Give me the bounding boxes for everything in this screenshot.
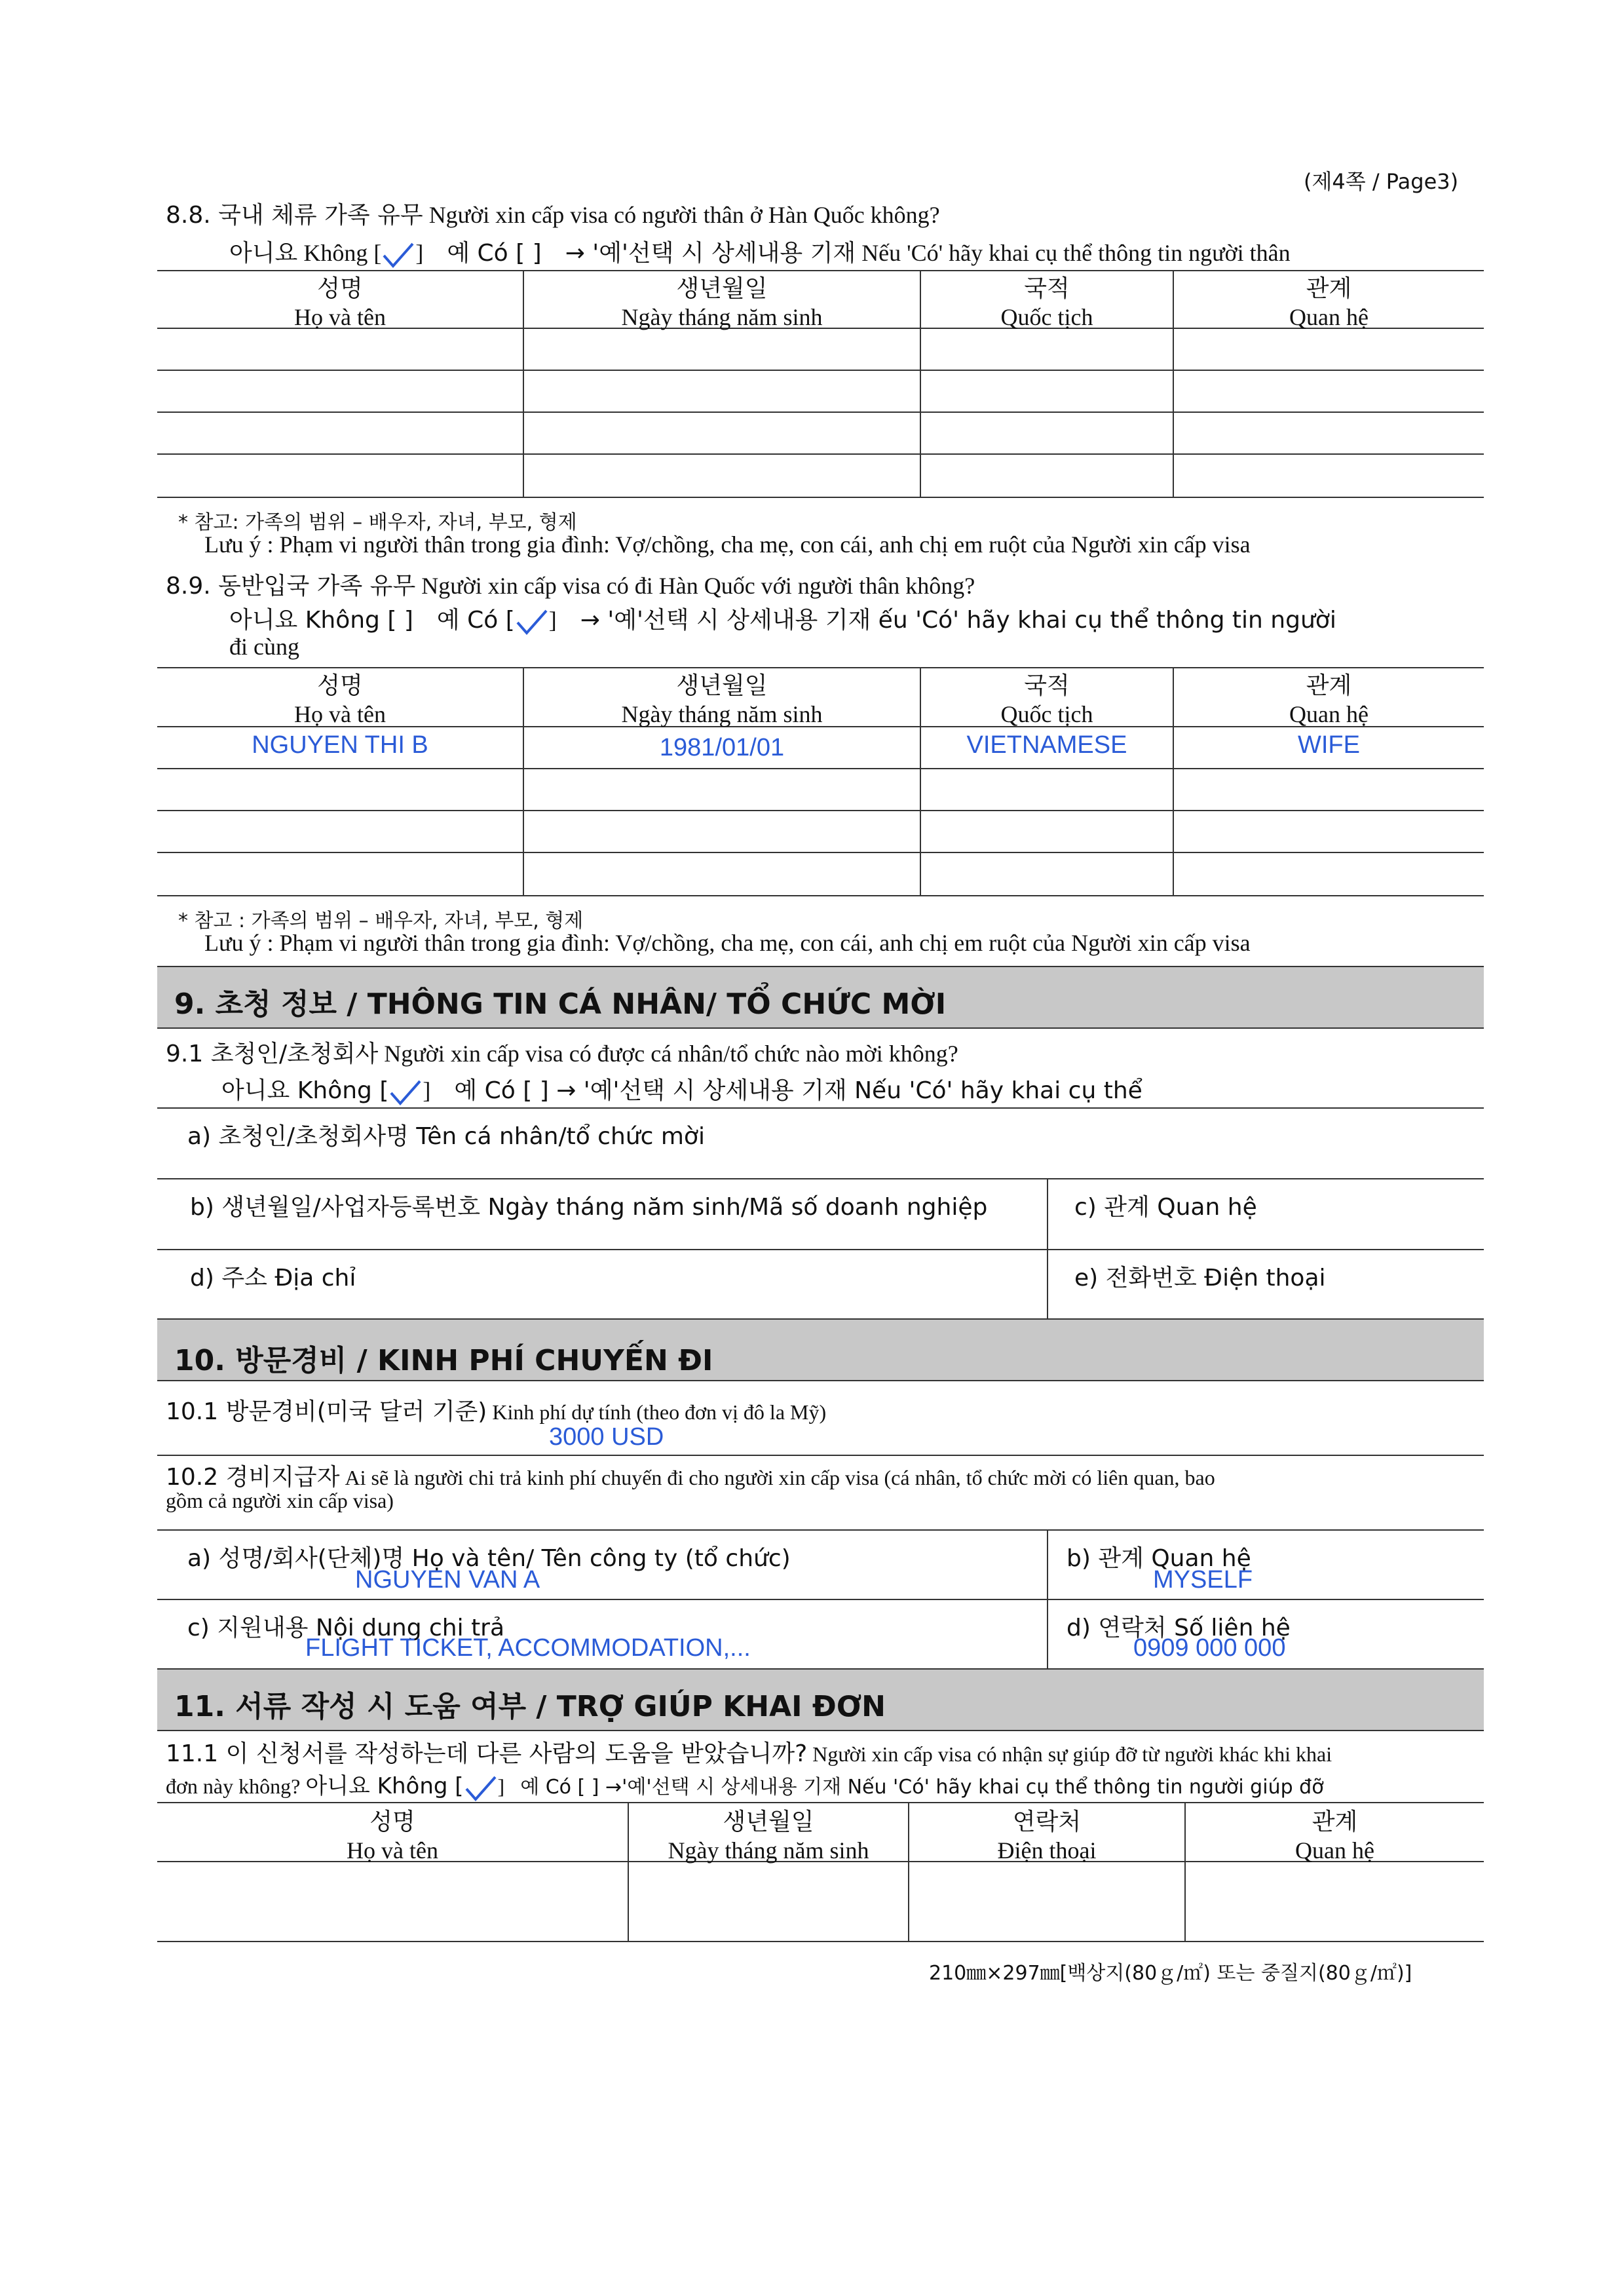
opt-no-close-11-1: ] — [497, 1774, 505, 1798]
payer-relation-value[interactable]: MYSELF — [1153, 1566, 1253, 1594]
question-10-1-vn: Kinh phí dự tính (theo đơn vị đô la Mỹ) — [492, 1400, 827, 1424]
companion-dob-cell[interactable]: 1981/01/01 — [659, 734, 785, 761]
th-name-11: 성명 Họ và tên — [347, 1808, 438, 1864]
question-10-2-kr: 10.2 경비지급자 — [166, 1464, 340, 1491]
note-8-9-line2: đi cùng — [229, 634, 299, 660]
opt-no-11-1[interactable]: 아니요 Không [ — [305, 1773, 464, 1799]
payer-name-label: a) 성명/회사(단체)명 Họ và tên/ Tên công ty (tổ chức) — [187, 1545, 791, 1572]
question-8-8-kr: 8.8. 국내 체류 가족 유무 — [166, 202, 423, 229]
checkmark-icon[interactable] — [381, 241, 415, 270]
payer-name-value[interactable]: NGUYEN VAN A — [355, 1566, 540, 1594]
question-11-1-vn: Người xin cấp visa có nhận sự giúp đỡ từ người khác khi khai — [812, 1742, 1332, 1766]
section-9-header — [157, 966, 1484, 1029]
th-dob-8-8: 생년월일 Ngày tháng năm sinh — [621, 275, 823, 330]
question-10-2-line2: gồm cả người xin cấp visa) — [166, 1489, 394, 1512]
section-10-header — [157, 1318, 1484, 1381]
section-11-title: 11. 서류 작성 시 도움 여부 / TRỢ GIÚP KHAI ĐƠN — [174, 1690, 886, 1723]
opt-no-close: ] — [415, 240, 424, 266]
opt-no-vn: Không [ — [303, 240, 382, 266]
options-9-1 — [221, 1072, 1142, 1107]
inviter-name-field[interactable]: a) 초청인/초청회사명 Tên cá nhân/tổ chức mời — [187, 1123, 705, 1150]
reference-8-9-vn: Lưu ý : Phạm vi người thân trong gia đình: Vợ/chồng, cha mẹ, con cái, anh chị em ruột của Người xin cấp visa — [204, 930, 1251, 956]
opt-rest-9-1: 예 Có [ ] → '예'선택 시 상세내용 기재 Nếu 'Có' hãy khai cụ thể — [454, 1077, 1142, 1104]
checkmark-icon[interactable] — [388, 1079, 423, 1107]
companion-relation-cell[interactable]: WIFE — [1298, 731, 1360, 759]
question-10-1 — [166, 1393, 826, 1426]
reference-8-8-kr: * 참고: 가족의 범위 – 배우자, 자녀, 부모, 형제 — [178, 511, 577, 534]
opt-no-9-1[interactable]: 아니요 Không [ — [221, 1077, 389, 1104]
checkmark-icon[interactable] — [464, 1774, 498, 1803]
question-10-2-vn: Ai sẽ là người chi trả kinh phí chuyến đi cho người xin cấp visa (cá nhân, tổ chức mời có liên quan, bao — [345, 1466, 1215, 1489]
opt-yes-8-9[interactable]: 예 Có [ — [436, 607, 515, 634]
question-8-9-vn: Người xin cấp visa có đi Hàn Quốc với người thân không? — [421, 573, 975, 599]
opt-yes-8-8[interactable]: 예 Có [ ] — [447, 240, 542, 267]
question-9-1 — [166, 1035, 958, 1069]
th-name-8-8: 성명 Họ và tên — [294, 275, 386, 330]
th-phone-11: 연락처 Điện thoại — [997, 1808, 1097, 1864]
section-11-header — [157, 1668, 1484, 1731]
question-10-2 — [166, 1459, 1215, 1492]
payer-contact-label: d) 연락처 Số liên hệ — [1067, 1615, 1291, 1641]
note-8-9: → '예'선택 시 상세내용 기재 ếu 'Có' hãy khai cụ thể thông tin người — [580, 607, 1336, 634]
question-11-1-kr: 11.1 이 신청서를 작성하는데 다른 사람의 도움을 받았습니까? — [166, 1740, 808, 1767]
options-8-8 — [229, 235, 1291, 270]
opt-rest-11-1: 예 Có [ ] →'예'선택 시 상세내용 기재 Nếu 'Có' hãy khai cụ thể thông tin người giúp đỡ — [520, 1776, 1324, 1799]
th-relation-11: 관계 Quan hệ — [1295, 1808, 1374, 1864]
inviter-address-field[interactable]: d) 주소 Địa chỉ — [190, 1265, 356, 1292]
question-11-1-line2 — [166, 1768, 1324, 1803]
support-content-label: c) 지원내용 Nội dung chi trả — [187, 1615, 505, 1641]
question-9-1-vn: Người xin cấp visa có được cá nhân/tổ chức nào mời không? — [384, 1041, 958, 1067]
section-9-title: 9. 초청 정보 / THÔNG TIN CÁ NHÂN/ TỔ CHỨC MỜI — [174, 987, 947, 1021]
inviter-phone-field[interactable]: e) 전화번호 Điện thoại — [1074, 1265, 1326, 1292]
trip-budget-value[interactable]: 3000 USD — [549, 1423, 664, 1451]
reference-8-8-vn: Lưu ý : Phạm vi người thân trong gia đình: Vợ/chồng, cha mẹ, con cái, anh chị em ruột của Người xin cấp visa — [204, 531, 1251, 558]
question-8-9 — [166, 567, 975, 601]
inviter-relation-field[interactable]: c) 관계 Quan hệ — [1074, 1194, 1257, 1221]
page-label: (제4쪽 / Page3) — [1304, 169, 1459, 194]
section-10-title: 10. 방문경비 / KINH PHÍ CHUYẾN ĐI — [174, 1344, 713, 1377]
opt-yes-close: ] — [548, 607, 557, 633]
th-dob-11: 생년월일 Ngày tháng năm sinh — [668, 1808, 869, 1864]
th-dob-8-9: 생년월일 Ngày tháng năm sinh — [621, 672, 823, 727]
opt-no-close-9-1: ] — [423, 1077, 431, 1103]
opt-no-8-9[interactable]: 아니요 Không [ ] — [229, 607, 413, 634]
paper-spec-footer: 210㎜×297㎜[백상지(80ｇ/㎡) 또는 중질지(80ｇ/㎡)] — [929, 1962, 1412, 1985]
question-8-9-kr: 8.9. 동반입국 가족 유무 — [166, 573, 416, 600]
checkmark-icon[interactable] — [515, 608, 549, 637]
th-relation-8-9: 관계 Quan hệ — [1289, 672, 1369, 727]
line2-a: đơn này không? — [166, 1774, 301, 1798]
inviter-dob-field[interactable]: b) 생년월일/사업자등록번호 Ngày tháng năm sinh/Mã số doanh nghiệp — [190, 1194, 988, 1221]
question-8-8 — [166, 197, 940, 230]
question-10-1-kr: 10.1 방문경비(미국 달러 기준) — [166, 1398, 487, 1425]
question-9-1-kr: 9.1 초청인/초청회사 — [166, 1041, 379, 1067]
th-nationality-8-9: 국적 Quốc tịch — [1000, 672, 1093, 727]
companion-nationality-cell[interactable]: VIETNAMESE — [966, 731, 1127, 759]
options-8-9 — [229, 602, 1336, 637]
th-relation-8-8: 관계 Quan hệ — [1289, 275, 1369, 330]
th-name-8-9: 성명 Họ và tên — [294, 672, 386, 727]
payer-contact-value[interactable]: 0909 000 000 — [1133, 1634, 1286, 1662]
note-vn-8-8: Nếu 'Có' hãy khai cụ thể thông tin người thân — [861, 240, 1291, 266]
payer-relation-label: b) 관계 Quan hệ — [1067, 1545, 1251, 1572]
question-11-1 — [166, 1735, 1332, 1769]
support-content-value[interactable]: FLIGHT TICKET, ACCOMMODATION,... — [305, 1634, 751, 1662]
question-8-8-vn: Người xin cấp visa có người thân ở Hàn Quốc không? — [428, 202, 940, 228]
th-nationality-8-8: 국적 Quốc tịch — [1000, 275, 1093, 330]
reference-8-9-kr: * 참고 : 가족의 범위 – 배우자, 자녀, 부모, 형제 — [178, 909, 584, 932]
companion-name-cell[interactable]: NGUYEN THI B — [252, 731, 428, 759]
opt-no-kr: 아니요 — [229, 240, 298, 267]
note-kr-8-8: → '예'선택 시 상세내용 기재 — [565, 240, 856, 267]
